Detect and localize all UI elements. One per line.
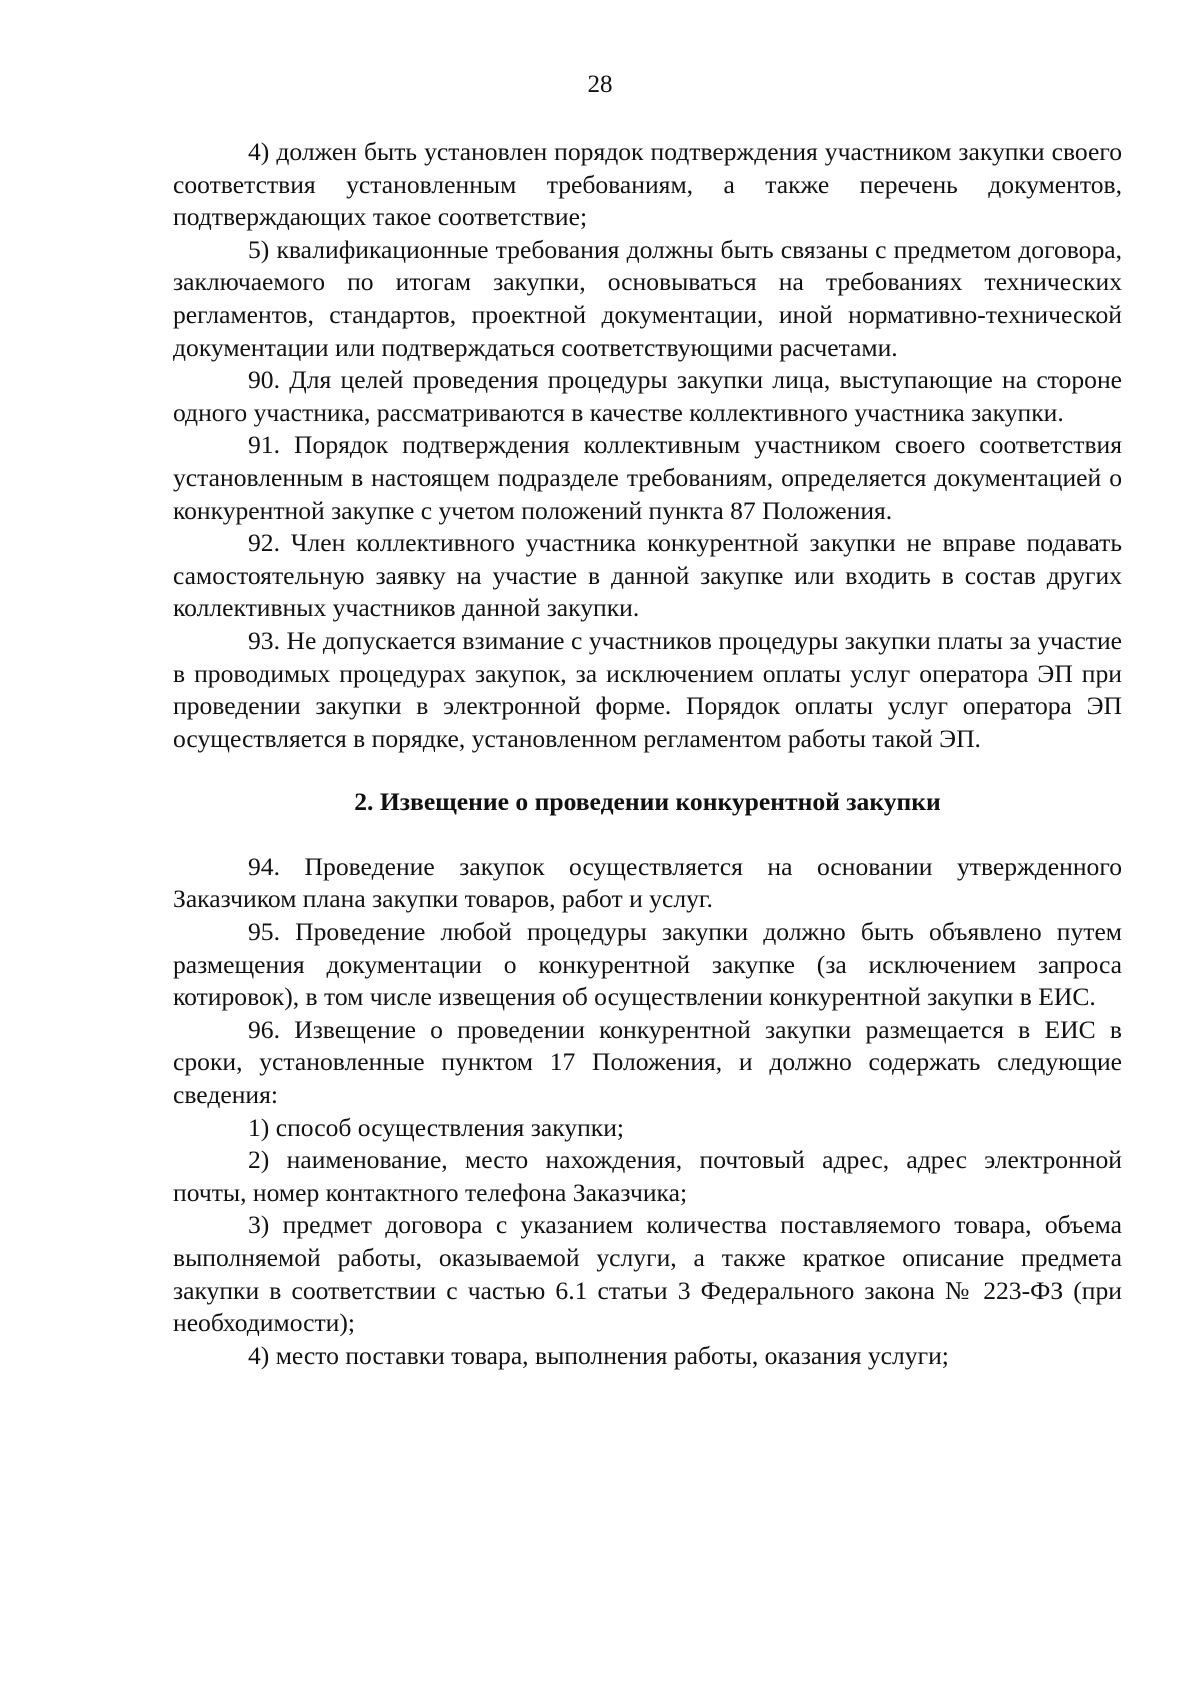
paragraph-95: 95. Проведение любой процедуры закупки должно быть объявлено путем размещения документации о конкурентной закупке (за исключением запроса котировок), в том числе извещения об осуществлении конкурентной закупки в ЕИС. (173, 917, 1122, 1012)
list-item-3: 3) предмет договора с указанием количества поставляемого товара, объема выполняемой работы, оказываемой услуги, а также краткое описание предмета закупки в соответствии с частью 6.1 статьи 3 Федерального закона № 223-ФЗ (при необходимости); (173, 1210, 1122, 1338)
list-item-4: 4) место поставки товара, выполнения работы, оказания услуги; (248, 1340, 949, 1370)
paragraph-item-4: 4) должен быть установлен порядок подтверждения участником закупки своего соответствия установленным требованиям, а также перечень документов, подтверждающих такое соответствие; (173, 137, 1122, 232)
paragraph-90: 90. Для целей проведения процедуры закупки лица, выступающие на стороне одного участника, рассматриваются в качестве коллективного участника закупки. (173, 365, 1122, 427)
paragraph-93: 93. Не допускается взимание с участников процедуры закупки платы за участие в проводимых процедурах закупок, за исключением оплаты услуг оператора ЭП при проведении закупки в электронной форме. Порядок оплаты услуг оператора ЭП осуществляется в порядке, установленном регламентом работы такой ЭП. (173, 625, 1122, 753)
section-heading: 2. Извещение о проведении конкурентной закупки (354, 787, 941, 817)
list-item-2: 2) наименование, место нахождения, почтовый адрес, адрес электронной почты, номер контактного телефона Заказчика; (173, 1145, 1122, 1207)
list-item-1: 1) способ осуществления закупки; (248, 1112, 625, 1142)
paragraph-94: 94. Проведение закупок осуществляется на основании утвержденного Заказчиком плана закупки товаров, работ и услуг. (173, 851, 1122, 914)
paragraph-96: 96. Извещение о проведении конкурентной закупки размещается в ЕИС в сроки, установленные пунктом 17 Положения, и должно содержать следующие сведения: (173, 1014, 1122, 1110)
paragraph-91: 91. Порядок подтверждения коллективным участником своего соответствия установленным в настоящем подразделе требованиям, определяется документацией о конкурентной закупке с учетом положений пункта 87 Положения. (173, 430, 1122, 525)
page-number: 28 (587, 71, 613, 98)
paragraph-92: 92. Член коллективного участника конкурентной закупки не вправе подавать самостоятельную заявку на участие в данной закупке или входить в состав других коллективных участников данной закупки. (173, 528, 1122, 623)
paragraph-item-5: 5) квалификационные требования должны быть связаны с предметом договора, заключаемого по итогам закупки, основываться на требованиях технических регламентов, стандартов, проектной документации, иной нормативно-технической документации или подтверждаться соответствующими расчетами. (173, 234, 1122, 362)
document-body (173, 136, 1122, 1372)
